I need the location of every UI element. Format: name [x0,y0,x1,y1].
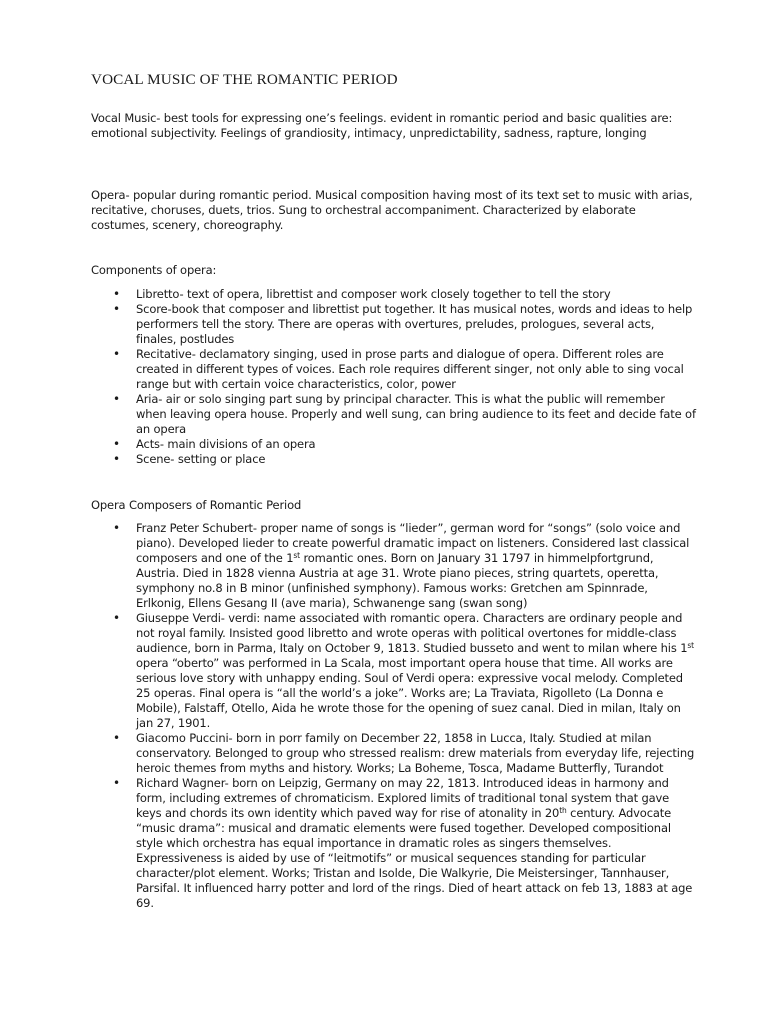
list-item: • Score-book that composer and librettist put together. It has musical notes, words and ideas to help performers tell the story. There are operas with overtures, preludes, prologues, several acts, finales, postludes [91,302,696,347]
components-heading: Components of opera: [91,263,217,277]
list-item-verdi [91,611,696,731]
vocal-music-paragraph: Vocal Music- best tools for expressing one’s feelings. evident in romantic period and basic qualities are: emotional subjectivity. Feelings of grandiosity, intimacy, unpredictability, sadness, rapture, longing [91,111,673,140]
verdi-text-a: Giuseppe Verdi- verdi: name associated with romantic opera. Characters are ordinary people and not royal family. Insisted good libretto and wrote operas with political overtones for middle-class audience, born in Parma, Italy on October 9, 1813. Studied busseto and went to milan where his 1 [136,611,688,655]
schubert-ordinal: st [293,551,300,560]
wagner-text-b: century. Advocate “music drama”: musical and dramatic elements were fused together. Developed compositional style which orchestra has equal importance in dramatic roles as singers themselves. Expressiveness is aided by use of “leitmotifs” or musical sequences standing for particular character/plot element. Works; Tristan and Isolde, Die Walkyrie, Die Meistersinger, Tannhauser, Parsifal. It influenced harry potter and lord of the rings. Died of heart attack on feb 13, 1883 at age 69. [136,806,693,910]
verdi-ordinal: st [687,641,694,650]
list-item: • Aria- air or solo singing part sung by principal character. This is what the public will remember when leaving opera house. Properly and well sung, can bring audience to its feet and decide fate of an opera [91,392,696,437]
list-item-wagner [91,776,696,911]
list-item: • Acts- main divisions of an opera [91,437,696,452]
schubert-text-a: Franz Peter Schubert- proper name of songs is “lieder”, german word for “songs” (solo voice and piano). Developed lieder to create powerful dramatic impact on listeners. Considered last classical composers and one of the 1 [136,521,690,565]
composers-list [91,521,696,911]
list-item-schubert [91,521,696,611]
composers-heading: Opera Composers of Romantic Period [91,498,302,512]
verdi-text-b: opera “oberto” was performed in La Scala, most important opera house that time. All works are serious love story with unhappy ending. Soul of Verdi opera: expressive vocal melody. Completed 25 operas. Final opera is “all the world’s a joke”. Works are; La Traviata, Rigolleto (La Donna e Mobile), Falstaff, Otello, Aida he wrote those for the opening of suez canal. Died in milan, Italy on jan 27, 1901. [136,656,683,730]
list-item: • Recitative- declamatory singing, used in prose parts and dialogue of opera. Different roles are created in different types of voices. Each role requires different singer, not only able to sing vocal range but with certain voice characteristics, color, power [91,347,696,392]
wagner-ordinal: th [559,806,567,815]
opera-paragraph: Opera- popular during romantic period. Musical composition having most of its text set to music with arias, recitative, choruses, duets, trios. Sung to orchestral accompaniment. Characterized by elaborate costumes, scenery, choreography. [91,188,693,232]
wagner-text-a: Richard Wagner- born on Leipzig, Germany on may 22, 1813. Introduced ideas in harmony and form, including extremes of chromaticism. Explored limits of traditional tonal system that gave keys and chords its own identity which paved way for rise of atonality in 20 [136,776,670,820]
list-item: • Libretto- text of opera, librettist and composer work closely together to tell the story [91,287,696,302]
components-list [91,287,696,467]
document-title: VOCAL MUSIC OF THE ROMANTIC PERIOD [91,71,398,88]
schubert-text-b: romantic ones. Born on January 31 1797 in himmelpfortgrund, Austria. Died in 1828 vienna Austria at age 31. Wrote piano pieces, string quartets, operetta, symphony no.8 in B minor (unfinished symphony). Famous works: Gretchen am Spinnrade, Erlkonig, Ellens Gesang II (ave maria), Schwanenge sang (swan song) [136,551,659,610]
list-item-puccini: • Giacomo Puccini- born in porr family on December 22, 1858 in Lucca, Italy. Studied at milan conservatory. Belonged to group who stressed realism: drew materials from everyday life, rejecting heroic themes from myths and history. Works; La Boheme, Tosca, Madame Butterfly, Turandot [91,731,696,776]
list-item: • Scene- setting or place [91,452,696,467]
